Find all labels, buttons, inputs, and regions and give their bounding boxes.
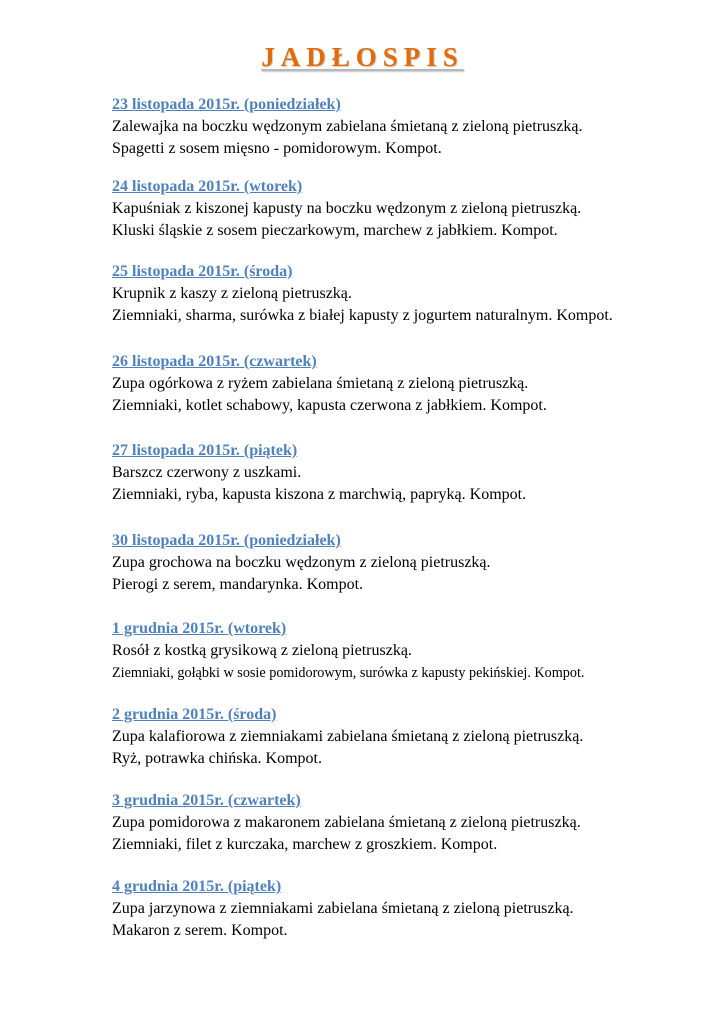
day-heading: 25 listopada 2015r. (środa) bbox=[112, 263, 293, 280]
main-course-line: Ziemniaki, sharma, surówka z białej kapusty z jogurtem naturalnym. Kompot. bbox=[112, 307, 613, 324]
day-heading: 27 listopada 2015r. (piątek) bbox=[112, 442, 298, 459]
main-course-line: Pierogi z serem, mandarynka. Kompot. bbox=[112, 576, 364, 593]
day-entry bbox=[112, 351, 702, 417]
day-entry bbox=[112, 530, 702, 596]
soup-line: Zupa jarzynowa z ziemniakami zabielana śmietaną z zieloną pietruszką. bbox=[112, 900, 574, 917]
main-course-line: Ziemniaki, ryba, kapusta kiszona z marchwią, papryką. Kompot. bbox=[112, 486, 527, 503]
main-course-line: Kluski śląskie z sosem pieczarkowym, marchew z jabłkiem. Kompot. bbox=[112, 222, 558, 239]
main-course-line: Ziemniaki, kotlet schabowy, kapusta czerwona z jabłkiem. Kompot. bbox=[112, 397, 547, 414]
soup-line: Zupa pomidorowa z makaronem zabielana śmietaną z zieloną pietruszką. bbox=[112, 814, 581, 831]
day-heading: 4 grudnia 2015r. (piątek) bbox=[112, 878, 282, 895]
day-entry bbox=[112, 440, 702, 506]
main-course-line: Makaron z serem. Kompot. bbox=[112, 922, 288, 939]
day-entry bbox=[112, 261, 702, 327]
soup-line: Krupnik z kaszy z zieloną pietruszką. bbox=[112, 285, 352, 302]
main-course-line: Ziemniaki, filet z kurczaka, marchew z groszkiem. Kompot. bbox=[112, 836, 498, 853]
day-heading: 26 listopada 2015r. (czwartek) bbox=[112, 353, 317, 370]
day-entry bbox=[112, 704, 702, 770]
day-heading: 1 grudnia 2015r. (wtorek) bbox=[112, 620, 287, 637]
soup-line: Zalewajka na boczku wędzonym zabielana śmietaną z zieloną pietruszką. bbox=[112, 118, 583, 135]
soup-line: Zupa ogórkowa z ryżem zabielana śmietaną z zieloną pietruszką. bbox=[112, 375, 529, 392]
soup-line: Zupa kalafiorowa z ziemniakami zabielana śmietaną z zieloną pietruszką. bbox=[112, 728, 584, 745]
soup-line: Zupa grochowa na boczku wędzonym z zieloną pietruszką. bbox=[112, 554, 491, 571]
day-heading: 23 listopada 2015r. (poniedziałek) bbox=[112, 96, 341, 113]
main-course-line: Ziemniaki, gołąbki w sosie pomidorowym, surówka z kapusty pekińskiej. Kompot. bbox=[112, 665, 585, 681]
menu-title: JADŁOSPIS bbox=[261, 42, 464, 72]
day-entry bbox=[112, 618, 702, 684]
day-entry bbox=[112, 176, 702, 242]
main-course-line: Ryż, potrawka chińska. Kompot. bbox=[112, 750, 322, 767]
main-course-line: Spagetti z sosem mięsno - pomidorowym. Kompot. bbox=[112, 140, 442, 157]
day-entry bbox=[112, 790, 702, 856]
soup-line: Rosół z kostką grysikową z zieloną pietruszką. bbox=[112, 642, 412, 659]
soup-line: Barszcz czerwony z uszkami. bbox=[112, 464, 302, 481]
day-heading: 3 grudnia 2015r. (czwartek) bbox=[112, 792, 301, 809]
day-heading: 30 listopada 2015r. (poniedziałek) bbox=[112, 532, 341, 549]
day-entry bbox=[112, 876, 702, 942]
day-heading: 24 listopada 2015r. (wtorek) bbox=[112, 178, 303, 195]
soup-line: Kapuśniak z kiszonej kapusty na boczku wędzonym z zieloną pietruszką. bbox=[112, 200, 582, 217]
day-heading: 2 grudnia 2015r. (środa) bbox=[112, 706, 277, 723]
day-entry bbox=[112, 94, 702, 160]
